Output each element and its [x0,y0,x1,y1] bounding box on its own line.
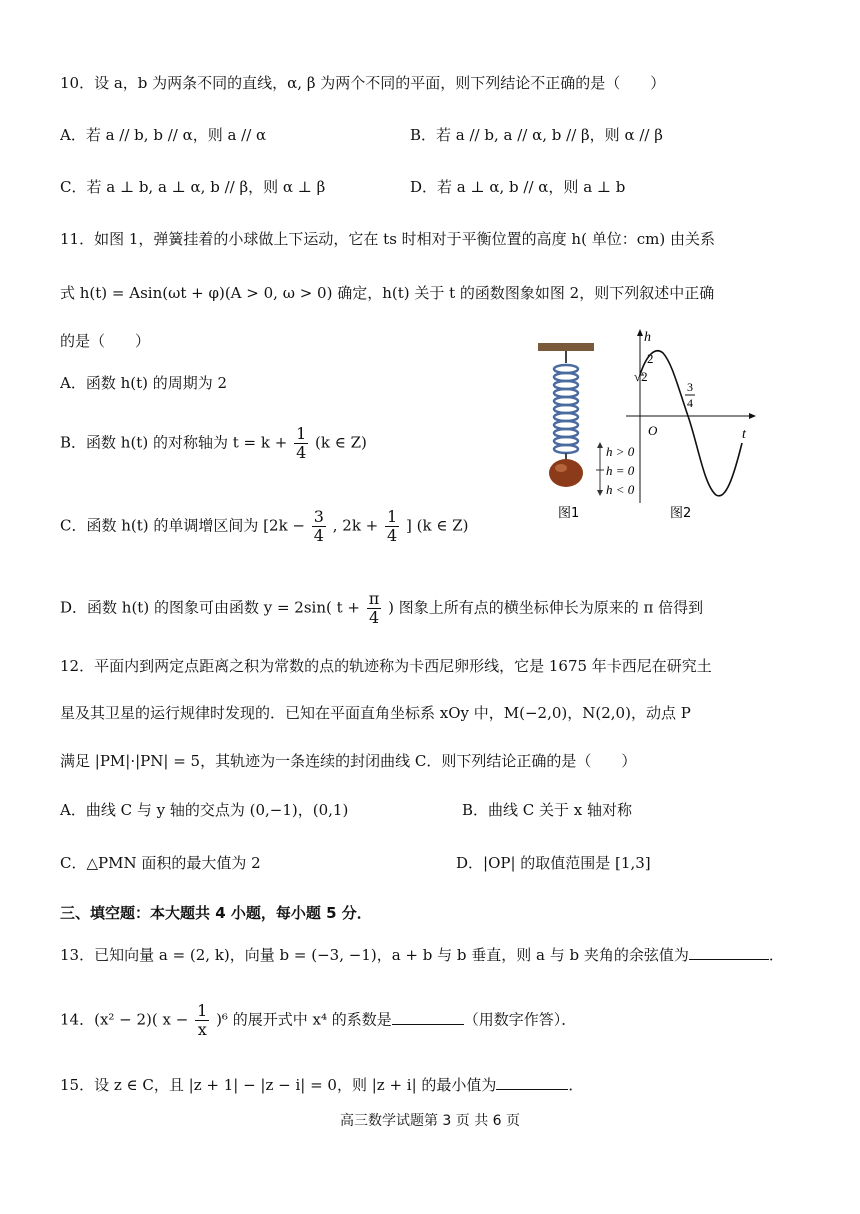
label-four: 4 [687,396,693,410]
q10-option-b: B．若 a // b, a // α, b // β，则 α // β [410,126,663,144]
q13-answer-blank[interactable] [689,943,769,960]
q13-end: ． [768,946,784,964]
h-axis-label: h [644,330,651,345]
q13 [60,942,784,968]
q11-c-pre: C．函数 h(t) 的单调增区间为 [2k − [60,516,305,535]
caption-fig1: 图1 [558,506,580,521]
q11-b-post: (k ∈ Z) [315,433,367,452]
q11-d-post: ) 图象上所有点的横坐标伸长为原来的 π 倍得到 [388,598,704,617]
q11-c-num1: 3 [313,507,324,526]
label-h-zero: h = 0 [606,463,635,478]
q14-fraction [195,1002,209,1039]
q11-c-fraction1 [312,508,326,545]
label-h-pos: h > 0 [606,444,635,459]
q12-stem-line2: 星及其卫星的运行规律时发现的．已知在平面直角坐标系 xOy 中，M(−2,0)，N(2,0)，动点 P [60,704,691,722]
q11-c-num2: 1 [387,507,398,526]
spring-ball [549,459,583,487]
q14-mid: )⁶ 的展开式中 x⁴ 的系数是 [216,1010,392,1029]
label-h-neg: h < 0 [606,482,635,497]
q12-option-c: C．△PMN 面积的最大值为 2 [60,854,261,872]
spring-ceiling [538,343,594,351]
q11-c-mid: , 2k + [332,516,379,535]
q11-option-c [60,508,469,545]
q14-num: 1 [197,1001,208,1020]
q11-option-d [60,590,703,627]
q11-b-num: 1 [296,424,307,443]
q11-option-a: A．函数 h(t) 的周期为 2 [60,374,228,392]
q11-stem-line2: 式 h(t) = Asin(ωt + φ)(A > 0, ω > 0) 确定，h(t) 关于 t 的函数图象如图 2，则下列叙述中正确 [60,284,715,302]
q11-c-den1: 4 [313,526,324,545]
label-three: 3 [687,380,693,394]
q11-d-pre: D．函数 h(t) 的图象可由函数 y = 2sin( t + [60,598,360,617]
q11-figure [530,325,770,525]
label-sqrt2: √2 [634,369,648,384]
q11-b-pre: B．函数 h(t) 的对称轴为 t = k + [60,433,288,452]
q11-stem-line3: 的是（ ） [60,332,151,350]
q11-c-fraction2 [385,508,399,545]
q14-pre: 14．(x² − 2)( x − [60,1010,189,1029]
q10-option-c: C．若 a ⊥ b, a ⊥ α, b // β，则 α ⊥ β [60,178,326,196]
q15-end: ． [568,1076,584,1094]
q15-answer-blank[interactable] [496,1073,568,1090]
q10-option-a: A．若 a // b, b // α，则 a // α [60,126,267,144]
q11-stem-line1: 11．如图 1，弹簧挂着的小球做上下运动，它在 ts 时相对于平衡位置的高度 h( 单位：cm) 由关系 [60,230,715,248]
spring-coil [554,365,578,453]
section-three-heading: 三、填空题：本大题共 4 小题，每小题 5 分． [60,904,372,922]
label-two: 2 [647,351,654,366]
caption-fig2: 图2 [670,506,692,521]
q15 [60,1072,583,1098]
spring-figure [538,343,635,521]
q11-b-fraction [294,425,308,462]
q11-option-b [60,425,367,462]
q15-text: 15．设 z ∈ C，且 |z + 1| − |z − i| = 0，则 |z + i| 的最小值为 [60,1076,497,1094]
q14-post: （用数字作答）． [463,1010,577,1029]
q11-d-num: π [368,589,380,608]
sine-graph [626,329,756,521]
q12-stem-line1: 12．平面内到两定点距离之积为常数的点的轨迹称为卡西尼卵形线，它是 1675 年卡西尼在研究土 [60,657,712,675]
q12-option-b: B．曲线 C 关于 x 轴对称 [462,801,633,819]
q11-b-den: 4 [296,443,307,462]
q14-answer-blank[interactable] [392,1008,464,1025]
q14 [60,1002,576,1039]
q13-text: 13．已知向量 a = (2, k)，向量 b = (−3, −1)，a + b 与 b 垂直，则 a 与 b 夹角的余弦值为 [60,946,689,964]
t-axis-label: t [742,427,746,442]
q10-stem: 10．设 a，b 为两条不同的直线，α, β 为两个不同的平面，则下列结论不正确的是（ ） [60,74,666,92]
q11-d-den: 4 [368,608,380,627]
q11-c-post: ] (k ∈ Z) [406,516,469,535]
q11-d-fraction [367,590,382,627]
page-footer: 高三数学试题第 3 页 共 6 页 [339,1113,521,1129]
label-origin: O [648,423,658,438]
q11-c-den2: 4 [387,526,398,545]
q14-den: x [197,1020,207,1039]
q10-option-d: D．若 a ⊥ α, b // α，则 a ⊥ b [410,178,626,196]
q12-option-a: A．曲线 C 与 y 轴的交点为 (0,−1)，(0,1) [60,801,349,819]
q12-option-d: D．|OP| 的取值范围是 [1,3] [456,854,651,872]
q12-stem-line3: 满足 |PM|·|PN| = 5，其轨迹为一条连续的封闭曲线 C．则下列结论正确的是（ ） [60,752,637,770]
